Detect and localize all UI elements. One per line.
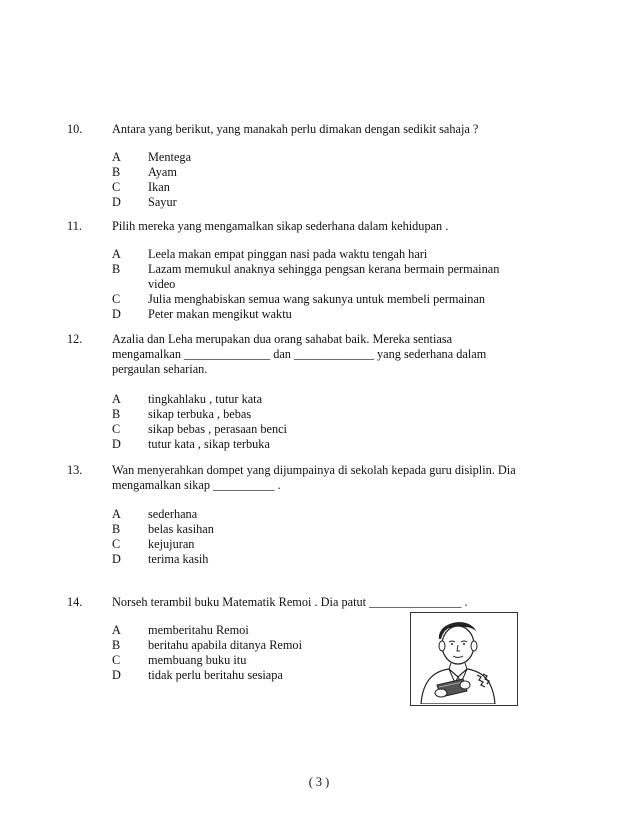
option-text: Ikan	[148, 180, 170, 194]
option-12-d	[0, 437, 638, 452]
option-text: Peter makan mengikut waktu	[148, 307, 292, 321]
option-label: B	[112, 165, 121, 179]
option-label: B	[112, 522, 121, 536]
boy-with-book-icon	[411, 613, 516, 704]
option-13-c	[0, 537, 638, 552]
option-13-d	[0, 552, 638, 567]
option-12-c	[0, 422, 638, 437]
option-text: sikap terbuka , bebas	[148, 407, 252, 421]
option-text: tutur kata , sikap terbuka	[148, 437, 270, 451]
option-label: D	[112, 437, 121, 451]
option-label: B	[112, 262, 121, 276]
option-text: Ayam	[148, 165, 177, 179]
option-text: beritahu apabila ditanya Remoi	[148, 638, 302, 652]
option-text: kejujuran	[148, 537, 195, 551]
question-number: 12.	[67, 332, 83, 346]
option-label: C	[112, 180, 121, 194]
option-label: B	[112, 407, 121, 421]
option-label: D	[112, 307, 121, 321]
option-12-b	[0, 407, 638, 422]
question-number: 13.	[67, 463, 83, 477]
option-text: Sayur	[148, 195, 177, 209]
option-text: tingkahlaku , tutur kata	[148, 392, 263, 406]
option-text: terima kasih	[148, 552, 209, 566]
option-text: Lazam memukul anaknya sehingga pengsan kerana bermain permainan video	[148, 262, 500, 291]
option-11-b	[0, 262, 638, 292]
option-14-c	[0, 653, 638, 668]
option-10-a	[0, 150, 638, 165]
option-text: belas kasihan	[148, 522, 214, 536]
option-label: C	[112, 422, 121, 436]
option-12-a	[0, 392, 638, 407]
option-text: membuang buku itu	[148, 653, 247, 667]
option-label: C	[112, 292, 121, 306]
page-number: ( 3 )	[308, 775, 330, 789]
option-text: sikap bebas , perasaan benci	[148, 422, 287, 436]
option-text: tidak perlu beritahu sesiapa	[148, 668, 283, 682]
option-label: A	[112, 150, 121, 164]
option-14-b	[0, 638, 638, 653]
option-label: A	[112, 507, 121, 521]
option-text: Leela makan empat pinggan nasi pada waktu tengah hari	[148, 247, 428, 261]
question-text: Pilih mereka yang mengamalkan sikap sederhana dalam kehidupan .	[112, 219, 449, 233]
option-label: D	[112, 552, 121, 566]
option-11-a	[0, 247, 638, 262]
option-10-d	[0, 195, 638, 210]
option-label: A	[112, 247, 121, 261]
option-label: D	[112, 668, 121, 682]
question-number: 14.	[67, 595, 83, 609]
question-text: Antara yang berikut, yang manakah perlu dimakan dengan sedikit sahaja ?	[112, 122, 479, 136]
option-13-b	[0, 522, 638, 537]
option-10-b	[0, 165, 638, 180]
option-text: memberitahu Remoi	[148, 623, 249, 637]
option-label: A	[112, 392, 121, 406]
option-label: C	[112, 653, 121, 667]
option-label: B	[112, 638, 121, 652]
question-text: Norseh terambil buku Matematik Remoi . Dia patut _______________ .	[112, 595, 468, 609]
option-11-d	[0, 307, 638, 322]
option-label: D	[112, 195, 121, 209]
option-label: C	[112, 537, 121, 551]
option-11-c	[0, 292, 638, 307]
question-number: 11.	[67, 219, 82, 233]
question-number: 10.	[67, 122, 83, 136]
option-text: Julia menghabiskan semua wang sakunya untuk membeli permainan	[148, 292, 486, 306]
option-14-a	[0, 623, 638, 638]
option-text: Mentega	[148, 150, 192, 164]
option-14-d	[0, 668, 638, 683]
option-10-c	[0, 180, 638, 195]
question-text: Azalia dan Leha merupakan dua orang sahabat baik. Mereka sentiasa mengamalkan ______________ dan _____________ yang sederhana dalam pergaulan seharian.	[112, 332, 487, 376]
question-text: Wan menyerahkan dompet yang dijumpainya di sekolah kepada guru disiplin. Dia mengamalkan sikap __________ .	[112, 463, 516, 492]
boy-with-book-illustration	[410, 612, 518, 706]
option-text: sederhana	[148, 507, 198, 521]
option-label: A	[112, 623, 121, 637]
option-13-a	[0, 507, 638, 522]
